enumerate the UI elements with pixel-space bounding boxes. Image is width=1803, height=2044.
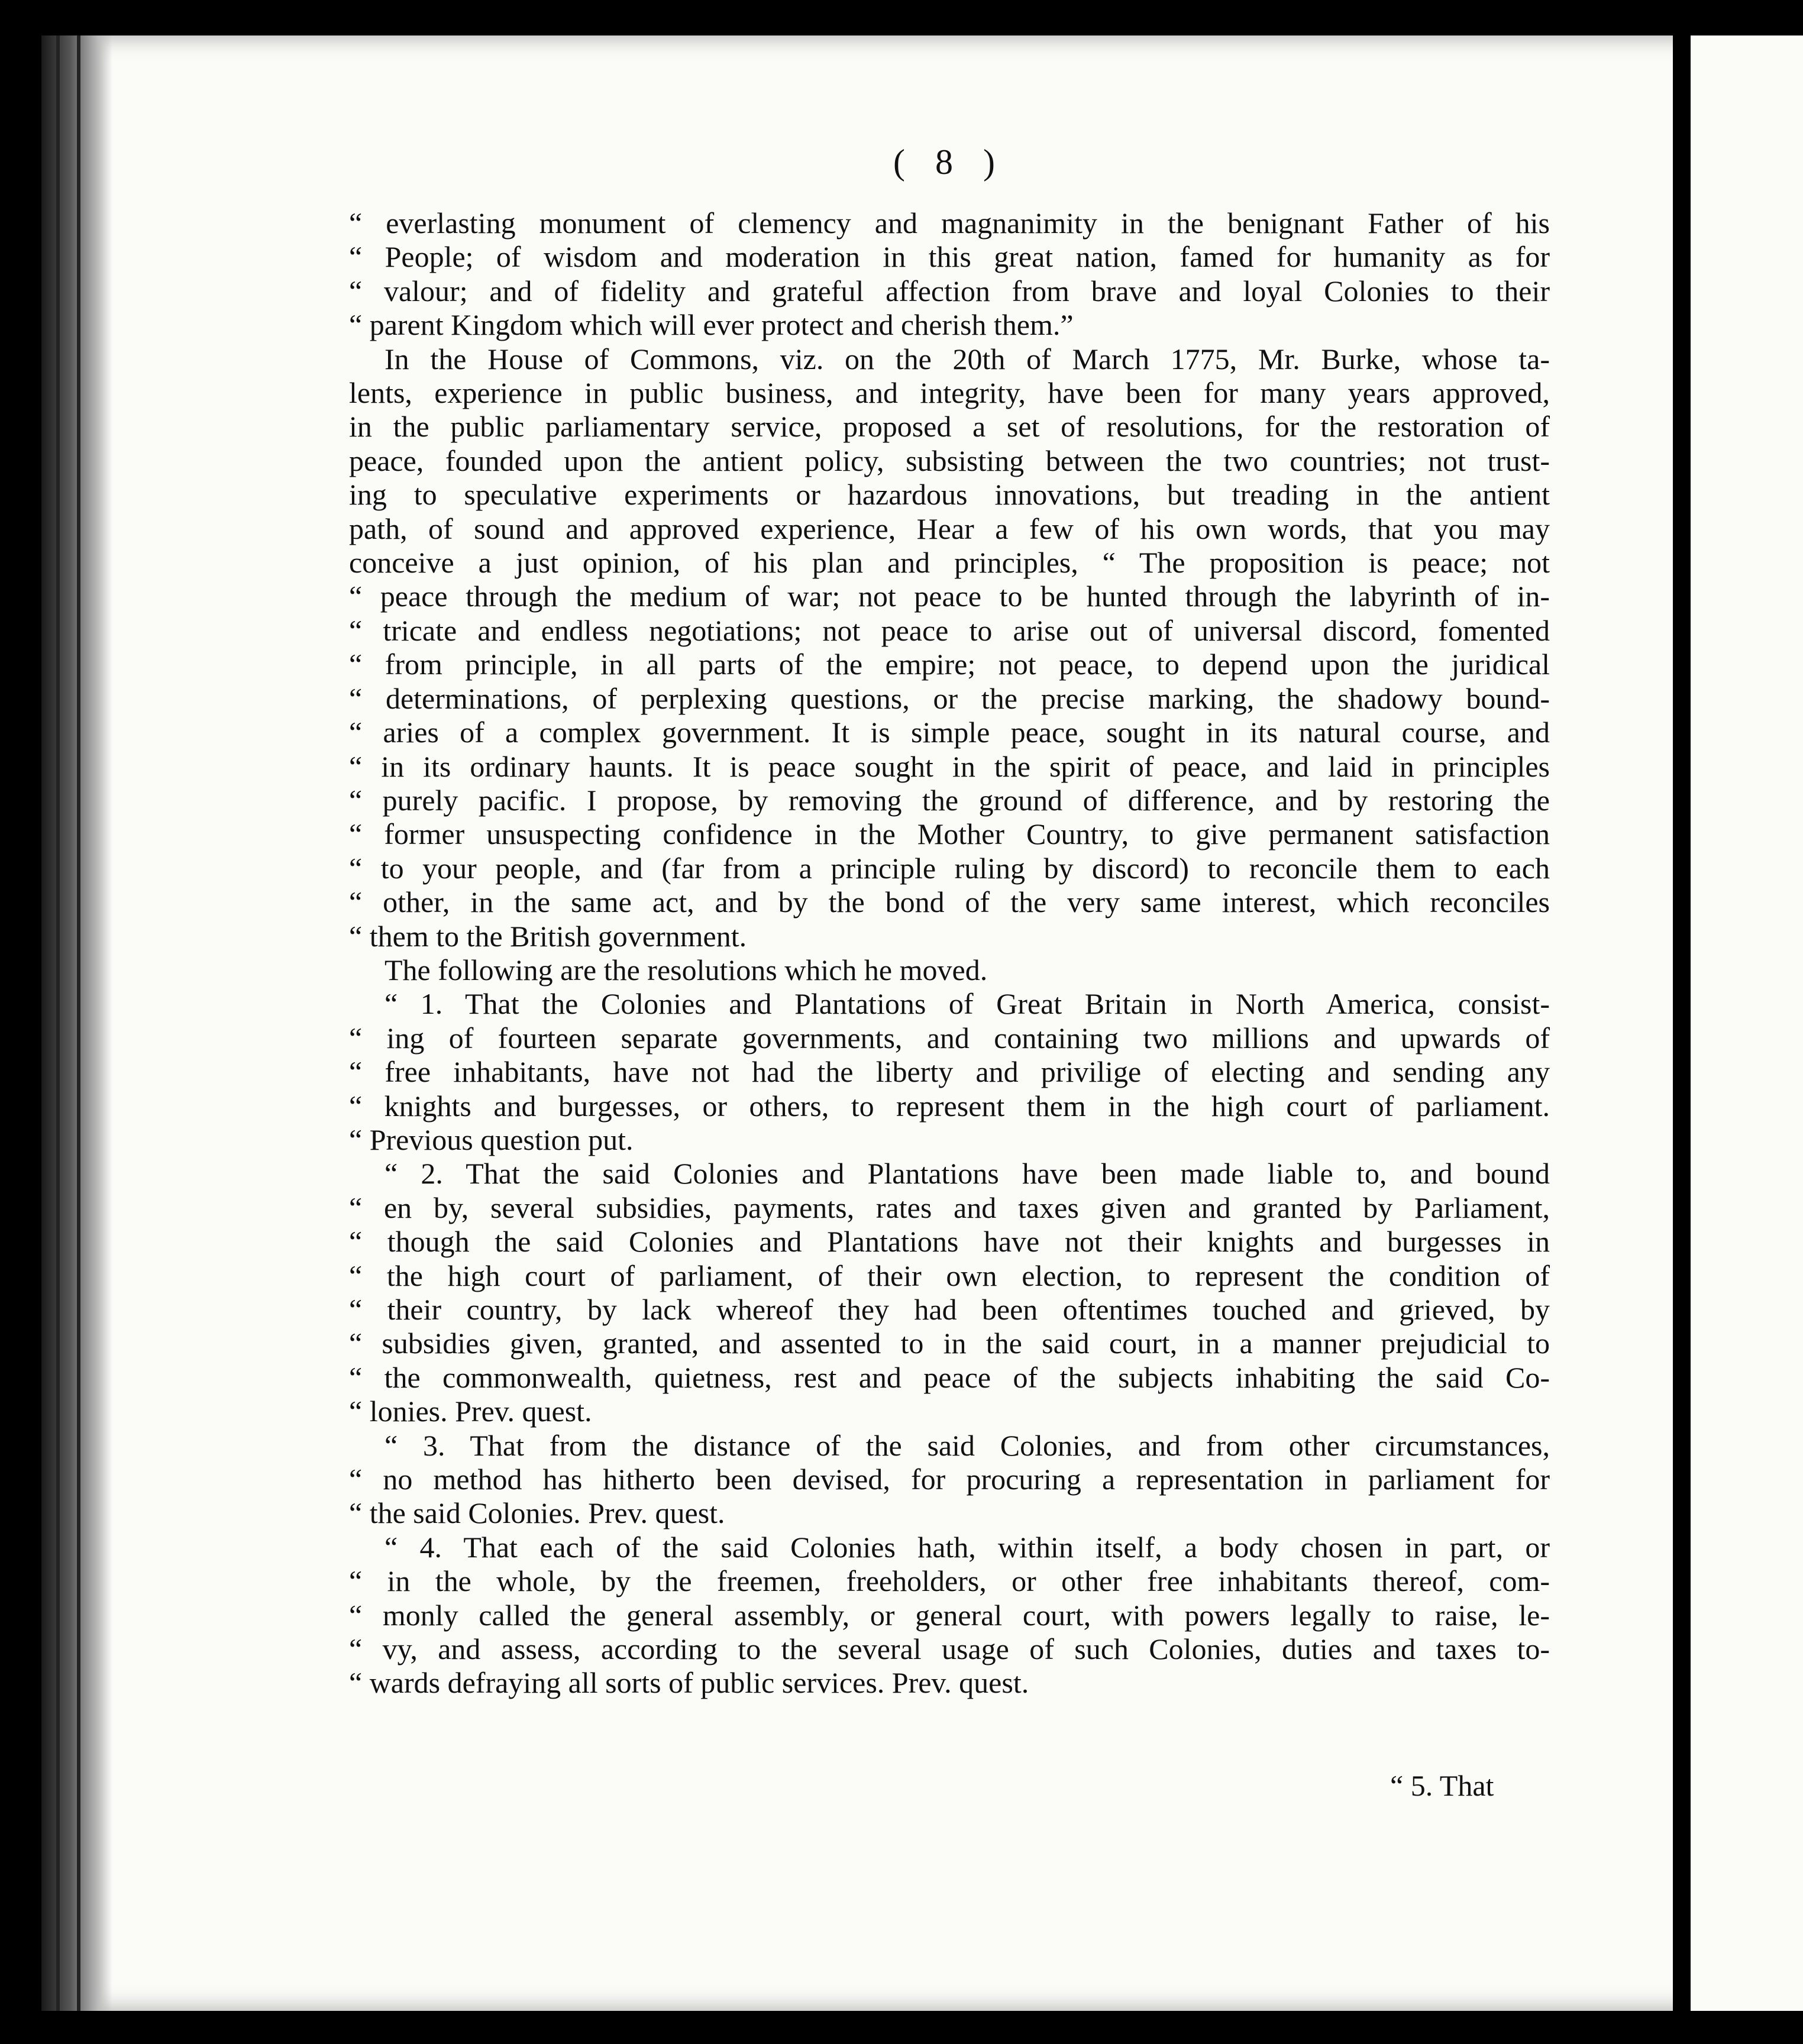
text-line: “ in the whole, by the freemen, freeholders, or other free inhabitants thereof, com- — [349, 1564, 1550, 1598]
text-line: ing to speculative experiments or hazardous innovations, but treading in the antient — [349, 478, 1550, 512]
text-line: conceive a just opinion, of his plan and principles, “ The proposition is peace; not — [349, 546, 1550, 580]
page-content — [349, 142, 1550, 1700]
text-line: “ other, in the same act, and by the bond of the very same interest, which reconciles — [349, 885, 1550, 919]
text-line: “ parent Kingdom which will ever protect and cherish them.” — [349, 308, 1074, 342]
text-line: In the House of Commons, viz. on the 20th of March 1775, Mr. Burke, whose ta- — [384, 342, 1550, 376]
text-line: “ no method has hitherto been devised, for procuring a representation in parliament for — [349, 1463, 1550, 1496]
text-line: “ vy, and assess, according to the several usage of such Colonies, duties and taxes to- — [349, 1632, 1550, 1666]
text-line: “ lonies. Prev. quest. — [349, 1395, 592, 1428]
text-line: “ everlasting monument of clemency and magnanimity in the benignant Father of his — [349, 206, 1550, 240]
facing-page-edge — [1691, 35, 1803, 2011]
text-line: “ 3. That from the distance of the said Colonies, and from other circumstances, — [384, 1428, 1550, 1462]
text-line: “ 4. That each of the said Colonies hath, within itself, a body chosen in part, or — [384, 1530, 1550, 1564]
text-line: “ aries of a complex government. It is simple peace, sought in its natural course, and — [349, 716, 1550, 749]
text-line: “ tricate and endless negotiations; not peace to arise out of universal discord, fomented — [349, 613, 1550, 647]
text-line: path, of sound and approved experience, Hear a few of his own words, that you may — [349, 512, 1550, 545]
text-line: “ the commonwealth, quietness, rest and peace of the subjects inhabiting the said Co- — [349, 1360, 1550, 1394]
text-line: The following are the resolutions which he moved. — [384, 953, 988, 987]
text-line: “ Previous question put. — [349, 1123, 634, 1156]
text-line: “ 1. That the Colonies and Plantations of Great Britain in North America, consist- — [384, 987, 1550, 1021]
text-line: “ to your people, and (far from a principle ruling by discord) to reconcile them to each — [349, 851, 1550, 885]
text-line: in the public parliamentary service, proposed a set of resolutions, for the restoration of — [349, 410, 1550, 444]
text-line: “ en by, several subsidies, payments, rates and taxes given and granted by Parliament, — [349, 1191, 1550, 1224]
text-line: “ ing of fourteen separate governments, and containing two millions and upwards of — [349, 1021, 1550, 1055]
text-line: “ peace through the medium of war; not peace to be hunted through the labyrinth of in- — [349, 580, 1550, 613]
text-line: “ them to the British government. — [349, 919, 747, 953]
text-line: “ free inhabitants, have not had the liberty and privilige of electing and sending any — [349, 1055, 1550, 1089]
text-line: “ former unsuspecting confidence in the Mother Country, to give permanent satisfaction — [349, 817, 1550, 851]
text-line: “ their country, by lack whereof they had been oftentimes touched and grieved, by — [349, 1293, 1550, 1326]
text-line: “ though the said Colonies and Plantations have not their knights and burgesses in — [349, 1225, 1550, 1259]
text-line: “ 2. That the said Colonies and Plantations have been made liable to, and bound — [384, 1157, 1550, 1191]
text-line: “ valour; and of fidelity and grateful affection from brave and loyal Colonies to their — [349, 274, 1550, 308]
text-line: “ from principle, in all parts of the empire; not peace, to depend upon the juridical — [349, 648, 1550, 681]
text-line: “ People; of wisdom and moderation in this great nation, famed for humanity as for — [349, 240, 1550, 274]
text-line: “ determinations, of perplexing questions, or the precise marking, the shadowy bound- — [349, 681, 1550, 715]
text-line: “ in its ordinary haunts. It is peace sought in the spirit of peace, and laid in principles — [349, 749, 1550, 783]
text-line: lents, experience in public business, and integrity, have been for many years approved, — [349, 376, 1550, 410]
text-line: “ the high court of parliament, of their own election, to represent the condition of — [349, 1259, 1550, 1292]
text-line: “ subsidies given, granted, and assented to in the said court, in a manner prejudicial to — [349, 1327, 1550, 1360]
gutter-line — [77, 35, 80, 2011]
page-number: ( 8 ) — [893, 143, 1006, 182]
text-line: “ knights and burgesses, or others, to represent them in the high court of parliament. — [349, 1089, 1550, 1123]
body-text — [349, 206, 1550, 1700]
catchword: “ 5. That — [1390, 1769, 1494, 1802]
gutter-line — [56, 35, 60, 2011]
text-line: peace, founded upon the antient policy, subsisting between the two countries; not trust- — [349, 444, 1550, 477]
text-line: “ the said Colonies. Prev. quest. — [349, 1496, 725, 1530]
text-line: “ monly called the general assembly, or general court, with powers legally to raise, le- — [349, 1598, 1550, 1632]
text-line: “ purely pacific. I propose, by removing the ground of difference, and by restoring the — [349, 783, 1550, 817]
text-line: “ wards defraying all sorts of public services. Prev. quest. — [349, 1666, 1029, 1700]
page-divider — [1673, 18, 1691, 2035]
